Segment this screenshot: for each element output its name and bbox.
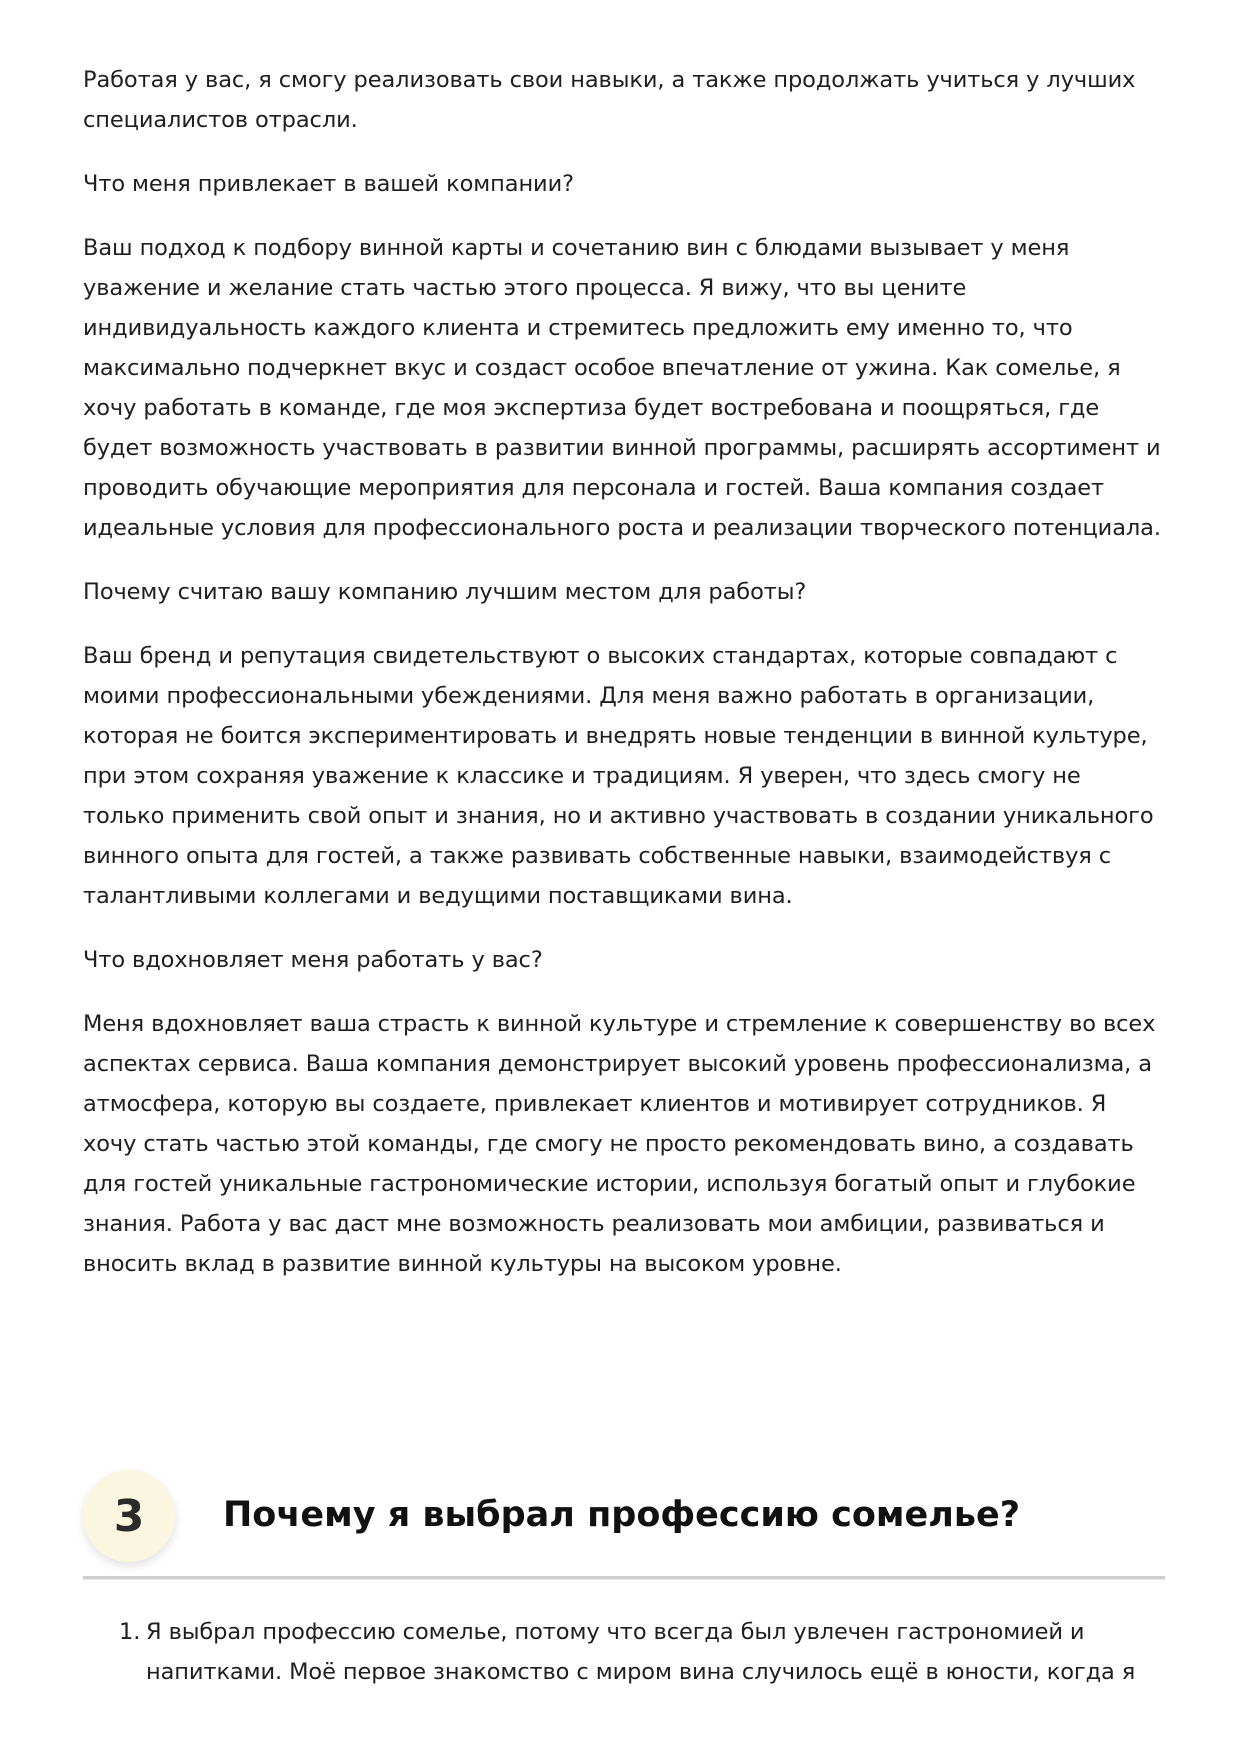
- paragraph: Работая у вас, я смогу реализовать свои навыки, а также продолжать учиться у лучших специалистов отрасли.: [83, 67, 1136, 133]
- body-text: [83, 60, 1165, 1308]
- section-title: Почему я выбрал профессию сомелье?: [223, 1495, 1021, 1535]
- list-item: [83, 1612, 1165, 1692]
- numbered-list: [83, 1612, 1165, 1692]
- list-item-number: 1.: [119, 1619, 141, 1645]
- section-number-badge: 3: [83, 1470, 175, 1562]
- question-heading: Что меня привлекает в вашей компании?: [83, 171, 574, 197]
- paragraph: Меня вдохновляет ваша страсть к винной культуре и стремление к совершенству во всех аспектах сервиса. Ваша компания демонстрирует высокий уровень профессионализма, а атмосфера, которую вы создаете, привлекает клиентов и мотивирует сотрудников. Я хочу стать частью этой команды, где смогу не просто рекомендовать вино, а создавать для гостей уникальные гастрономические истории, используя богатый опыт и глубокие знания. Работа у вас даст мне возможность реализовать мои амбиции, развиваться и вносить вклад в развитие винной культуры на высоком уровне.: [83, 1011, 1156, 1277]
- question-heading: Почему считаю вашу компанию лучшим местом для работы?: [83, 579, 807, 605]
- section-header: [83, 1470, 1165, 1579]
- question-heading: Что вдохновляет меня работать у вас?: [83, 947, 543, 973]
- paragraph: Ваш подход к подбору винной карты и сочетанию вин с блюдами вызывает у меня уважение и желание стать частью этого процесса. Я вижу, что вы цените индивидуальность каждого клиента и стремитесь предложить ему именно то, что максимально подчеркнет вкус и создаст особое впечатление от ужина. Как сомелье, я хочу работать в команде, где моя экспертиза будет востребована и поощряться, где будет возможность участвовать в развитии винной программы, расширять ассортимент и проводить обучающие мероприятия для персонала и гостей. Ваша компания создает идеальные условия для профессионального роста и реализации творческого потенциала.: [83, 235, 1161, 541]
- paragraph: Ваш бренд и репутация свидетельствуют о высоких стандартах, которые совпадают с моими профессиональными убеждениями. Для меня важно работать в организации, которая не боится экспериментировать и внедрять новые тенденции в винной культуре, при этом сохраняя уважение к классике и традициям. Я уверен, что здесь смогу не только применить свой опыт и знания, но и активно участвовать в создании уникального винного опыта для гостей, а также развивать собственные навыки, взаимодействуя с талантливыми коллегами и ведущими поставщиками вина.: [83, 643, 1154, 909]
- list-item-text: Я выбрал профессию сомелье, потому что всегда был увлечен гастрономией и напитками. Моё первое знакомство с миром вина случилось ещё в юности, когда я: [146, 1619, 1136, 1685]
